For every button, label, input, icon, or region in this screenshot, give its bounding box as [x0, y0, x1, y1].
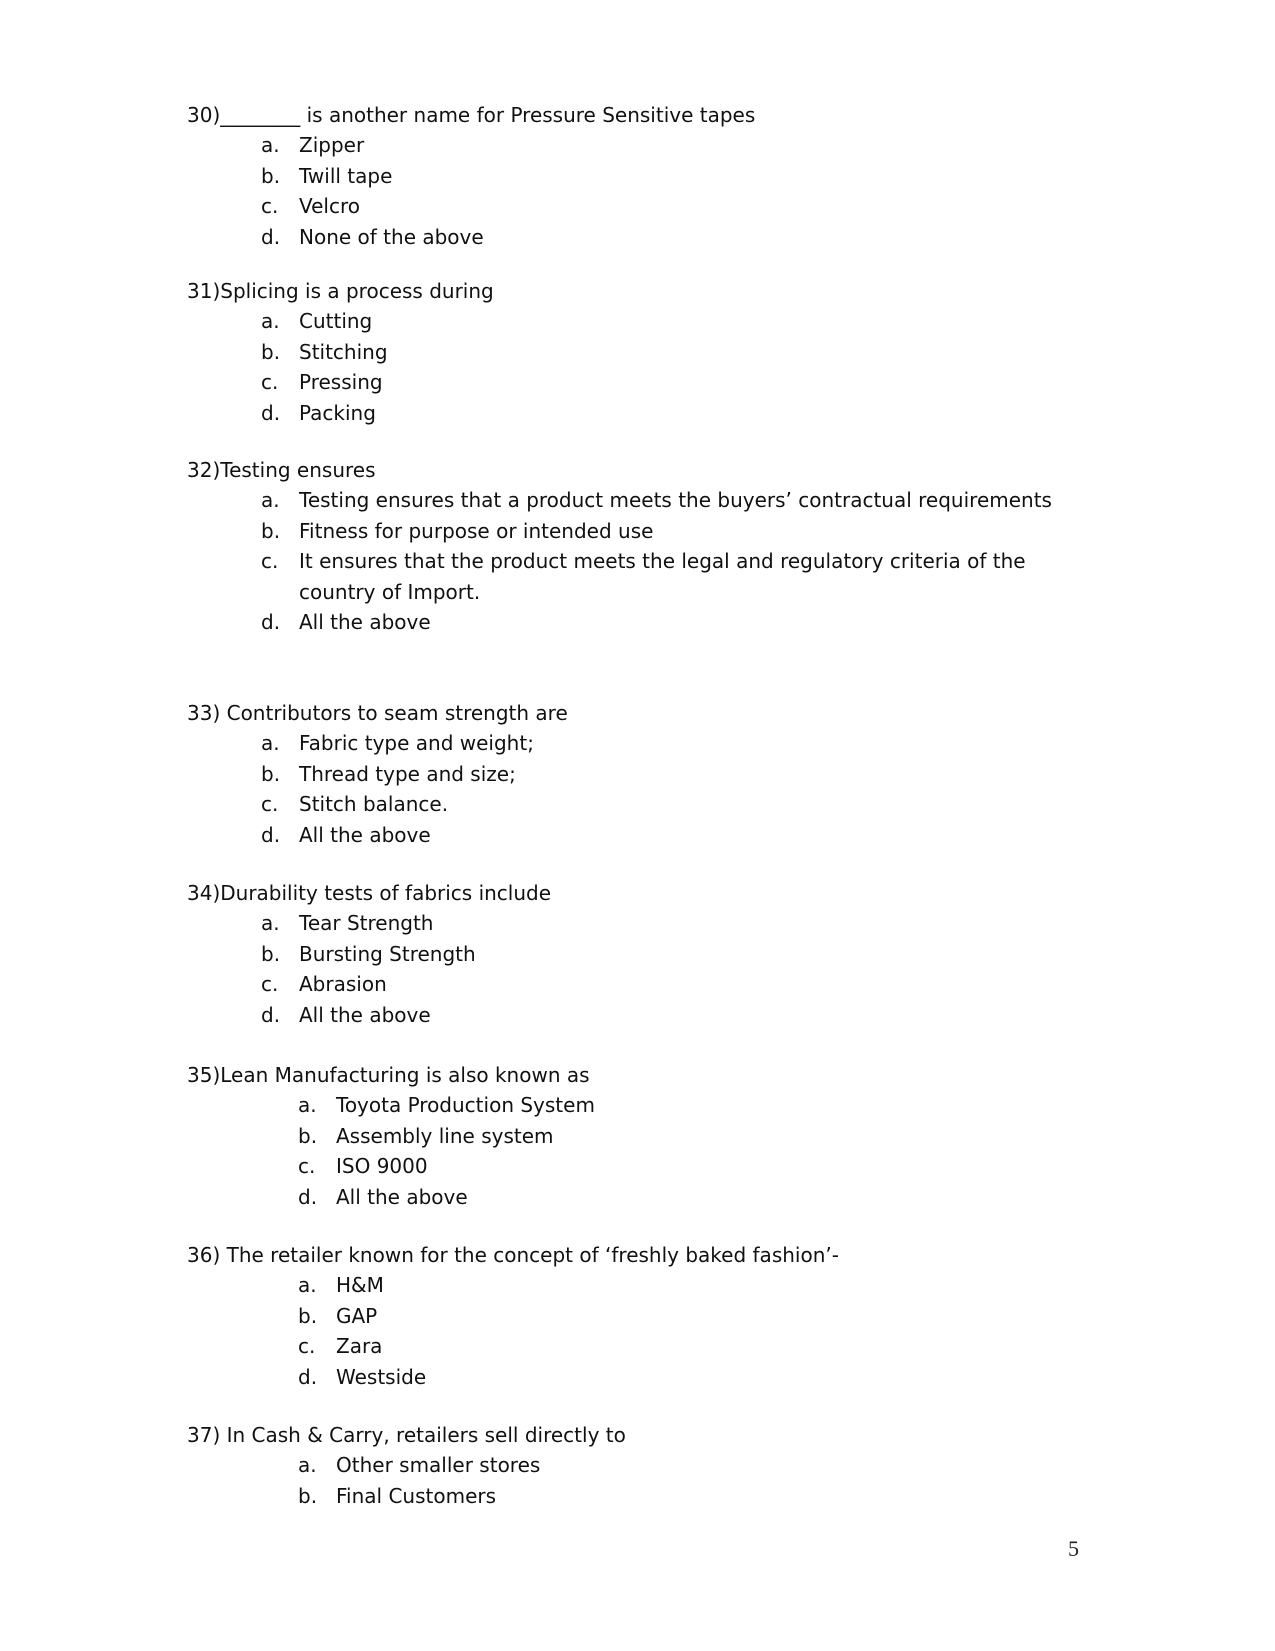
option-text: Zipper	[299, 133, 365, 157]
option-text: Fitness for purpose or intended use	[299, 518, 654, 543]
option-letter: c.	[261, 549, 279, 573]
option-letter: a.	[298, 1093, 317, 1117]
option-letter: a.	[261, 731, 280, 755]
option-letter: b.	[261, 941, 281, 966]
option-letter: d.	[261, 610, 281, 634]
option-letter: c.	[261, 792, 279, 816]
option-b	[187, 161, 1267, 192]
option-d	[187, 1362, 1267, 1393]
option-text: H&M	[336, 1273, 384, 1297]
option-list	[187, 1450, 1087, 1511]
option-list	[187, 728, 1087, 850]
option-b	[187, 1121, 1267, 1152]
question-text: 30)________ is another name for Pressure Sensitive tapes	[187, 103, 756, 127]
option-a	[187, 1090, 1267, 1121]
question-33	[187, 698, 1087, 850]
question-text: 31)Splicing is a process during	[187, 279, 494, 303]
option-letter: b.	[261, 339, 281, 364]
option-list	[187, 306, 1087, 428]
option-text: Twill tape	[299, 163, 393, 188]
option-b	[187, 759, 1267, 790]
option-text: Abrasion	[299, 972, 387, 996]
option-letter: a.	[261, 309, 280, 333]
option-letter: a.	[298, 1453, 317, 1477]
option-letter: b.	[261, 518, 281, 543]
option-letter: a.	[298, 1273, 317, 1297]
option-letter: d.	[298, 1364, 318, 1389]
question-31	[187, 276, 1087, 428]
option-letter: b.	[298, 1123, 318, 1148]
option-letter: d.	[261, 224, 281, 249]
option-letter: d.	[298, 1184, 318, 1209]
option-b	[187, 1301, 1267, 1332]
question-36	[187, 1240, 1087, 1392]
option-b	[187, 337, 1267, 368]
option-text: Stitching	[299, 339, 388, 364]
question-30	[187, 100, 1087, 252]
option-text: Westside	[336, 1364, 427, 1389]
question-text: 35)Lean Manufacturing is also known as	[187, 1063, 590, 1087]
option-d	[187, 820, 1267, 851]
option-letter: b.	[261, 163, 281, 188]
option-text: All the above	[336, 1184, 468, 1209]
question-32	[187, 455, 1087, 638]
option-text: GAP	[336, 1303, 378, 1328]
option-text: Testing ensures that a product meets the buyers’ contractual requirements	[299, 488, 1052, 512]
option-a	[187, 728, 1267, 759]
option-list	[187, 1270, 1087, 1392]
option-b	[187, 939, 1267, 970]
option-text: Stitch balance.	[299, 792, 449, 816]
option-text: Toyota Production System	[336, 1093, 595, 1117]
option-text: Pressing	[299, 370, 383, 394]
option-letter: b.	[298, 1303, 318, 1328]
option-a	[187, 1270, 1267, 1301]
option-text: Zara	[336, 1334, 383, 1358]
option-text: Fabric type and weight;	[299, 731, 534, 755]
option-list	[187, 485, 1087, 638]
option-text: All the above	[299, 610, 431, 634]
question-text: 34)Durability tests of fabrics include	[187, 881, 552, 905]
page-number: 5	[1068, 1536, 1079, 1561]
option-text: All the above	[299, 1002, 431, 1027]
option-letter: c.	[261, 972, 279, 996]
option-letter: b.	[261, 761, 281, 786]
question-37	[187, 1420, 1087, 1511]
option-letter: d.	[261, 400, 281, 425]
option-text: Thread type and size;	[299, 761, 516, 786]
option-letter: c.	[298, 1154, 316, 1178]
option-a	[187, 130, 1267, 161]
option-letter: a.	[261, 488, 280, 512]
option-c	[187, 1151, 1267, 1182]
option-text: Velcro	[299, 194, 361, 218]
option-text: Tear Strength	[299, 911, 434, 935]
option-d	[187, 1000, 1267, 1031]
option-letter: b.	[298, 1483, 318, 1508]
option-d	[187, 1182, 1267, 1213]
option-a	[187, 1450, 1267, 1481]
option-letter: d.	[261, 822, 281, 847]
question-text: 32)Testing ensures	[187, 458, 376, 482]
option-letter: d.	[261, 1002, 281, 1027]
option-c	[187, 969, 1267, 1000]
option-letter: a.	[261, 911, 280, 935]
question-text: 37) In Cash & Carry, retailers sell directly to	[187, 1423, 626, 1447]
option-list	[187, 130, 1087, 252]
option-a	[187, 306, 1267, 337]
option-text: ISO 9000	[336, 1154, 428, 1178]
option-letter: c.	[261, 194, 279, 218]
option-c	[187, 191, 1267, 222]
option-letter: a.	[261, 133, 280, 157]
option-text: Assembly line system	[336, 1123, 554, 1148]
option-list	[187, 908, 1087, 1030]
option-b	[187, 1481, 1267, 1512]
question-34	[187, 878, 1087, 1030]
option-text: It ensures that the product meets the legal and regulatory criteria of the country of Import.	[299, 549, 1026, 604]
option-letter: c.	[298, 1334, 316, 1358]
option-text: Cutting	[299, 309, 373, 333]
option-d	[187, 398, 1267, 429]
option-letter: c.	[261, 370, 279, 394]
question-text: 33) Contributors to seam strength are	[187, 701, 568, 725]
option-d	[187, 607, 1267, 638]
option-text: None of the above	[299, 224, 484, 249]
option-d	[187, 222, 1267, 253]
option-a	[187, 908, 1267, 939]
option-c	[187, 546, 1267, 607]
option-c	[187, 367, 1267, 398]
option-c	[187, 1331, 1267, 1362]
option-text: All the above	[299, 822, 431, 847]
option-b	[187, 516, 1267, 547]
question-35	[187, 1060, 1087, 1212]
option-text: Other smaller stores	[336, 1453, 541, 1477]
option-c	[187, 789, 1267, 820]
option-a	[187, 485, 1267, 516]
question-text: 36) The retailer known for the concept of ‘freshly baked fashion’-	[187, 1243, 839, 1267]
option-text: Packing	[299, 400, 376, 425]
option-text: Bursting Strength	[299, 941, 476, 966]
option-text: Final Customers	[336, 1483, 497, 1508]
option-list	[187, 1090, 1087, 1212]
